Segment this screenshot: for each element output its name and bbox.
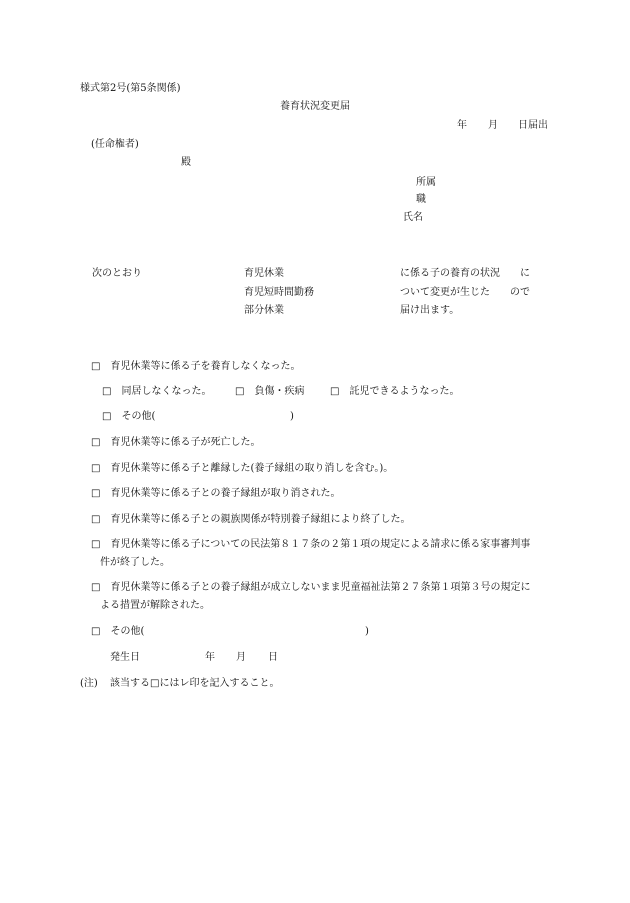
item-other-close: ) xyxy=(365,626,369,637)
item-not-raising-text: 育児休業等に係る子を養育しなくなった。 xyxy=(110,361,301,372)
checkbox-not-raising[interactable]: □ xyxy=(91,361,101,372)
leave-type-partial: 部分休業 xyxy=(244,305,284,316)
item-child-welfare-text-1: 育児休業等に係る子との養子縁組が成立しないまま児童福祉法第２７条第１項第３号の規定に xyxy=(110,582,531,593)
subitem-not-cohabiting-text: 同居しなくなった。 xyxy=(121,386,212,397)
subitem-nursery xyxy=(330,387,459,397)
honorific: 殿 xyxy=(181,157,191,168)
checkbox-adoption-cancelled[interactable]: □ xyxy=(91,488,101,499)
date-day-submitted-label: 日届出 xyxy=(518,120,548,131)
item-adoption-cancelled xyxy=(91,489,340,499)
subitem-nursery-text: 託児できるようなった。 xyxy=(349,386,460,397)
occurrence-month-label: 月 xyxy=(236,652,246,663)
subitem-other-close: ) xyxy=(290,411,294,422)
item-not-raising xyxy=(91,362,300,372)
checkbox-injury[interactable]: □ xyxy=(235,386,245,397)
item-special-adoption xyxy=(91,515,410,525)
subitem-other xyxy=(102,412,155,422)
name-label: 氏名 xyxy=(403,212,423,223)
checkbox-special-adoption[interactable]: □ xyxy=(91,514,101,525)
item-died-text: 育児休業等に係る子が死亡した。 xyxy=(110,437,261,448)
subitem-injury-text: 負傷・疾病 xyxy=(254,386,305,397)
item-died xyxy=(91,438,260,448)
form-number: 様式第2号(第5条関係) xyxy=(80,83,181,94)
item-family-court-text-2: 件が終了した。 xyxy=(100,557,170,568)
item-other-text: その他( xyxy=(110,626,145,637)
item-child-welfare-text-2: よる措置が解除された。 xyxy=(100,600,210,611)
checkbox-not-cohabiting[interactable]: □ xyxy=(102,386,112,397)
intro-tail-3: 届け出ます。 xyxy=(400,305,460,316)
form-title: 養育状況変更届 xyxy=(280,101,350,112)
occurrence-day-label: 日 xyxy=(268,652,278,663)
leave-type-short-hours: 育児短時間勤務 xyxy=(244,287,314,298)
item-separated-text: 育児休業等に係る子と離縁した(養子縁組の取り消しを含む。)。 xyxy=(110,463,394,474)
checkbox-other[interactable]: □ xyxy=(91,626,101,637)
checkbox-died[interactable]: □ xyxy=(91,437,101,448)
item-separated xyxy=(91,464,393,474)
item-other xyxy=(91,627,144,637)
appointer-label: (任命権者) xyxy=(91,139,139,150)
date-year-label: 年 xyxy=(457,120,467,131)
leave-type-childcare: 育児休業 xyxy=(244,268,284,279)
checkbox-separated[interactable]: □ xyxy=(91,463,101,474)
note-marker: (注) xyxy=(80,678,98,689)
intro-tail-2: ついて変更が生じた ので xyxy=(400,287,530,298)
item-adoption-cancelled-text: 育児休業等に係る子との養子縁組が取り消された。 xyxy=(110,488,341,499)
intro-lead: 次のとおり xyxy=(92,268,142,279)
subitem-not-cohabiting xyxy=(102,387,211,397)
item-special-adoption-text: 育児休業等に係る子との親族関係が特別養子縁組により終了した。 xyxy=(110,514,411,525)
item-family-court xyxy=(91,540,530,550)
subitem-other-text: その他( xyxy=(121,411,156,422)
position-label: 職 xyxy=(416,194,426,205)
intro-tail-1: に係る子の養育の状況 に xyxy=(400,268,530,279)
checkbox-child-welfare[interactable]: □ xyxy=(91,582,101,593)
checkbox-nursery[interactable]: □ xyxy=(330,386,340,397)
checkbox-sub-other[interactable]: □ xyxy=(102,411,112,422)
item-family-court-text-1: 育児休業等に係る子についての民法第８１７条の２第１項の規定による請求に係る家事審判事 xyxy=(110,539,531,550)
occurrence-year-label: 年 xyxy=(205,652,215,663)
occurrence-date-label: 発生日 xyxy=(110,652,140,663)
subitem-injury xyxy=(235,387,304,397)
note-text: 該当する□にはレ印を記入すること。 xyxy=(110,678,280,689)
date-month-label: 月 xyxy=(488,120,498,131)
checkbox-family-court[interactable]: □ xyxy=(91,539,101,550)
affiliation-label: 所属 xyxy=(416,177,436,188)
item-child-welfare xyxy=(91,583,530,593)
